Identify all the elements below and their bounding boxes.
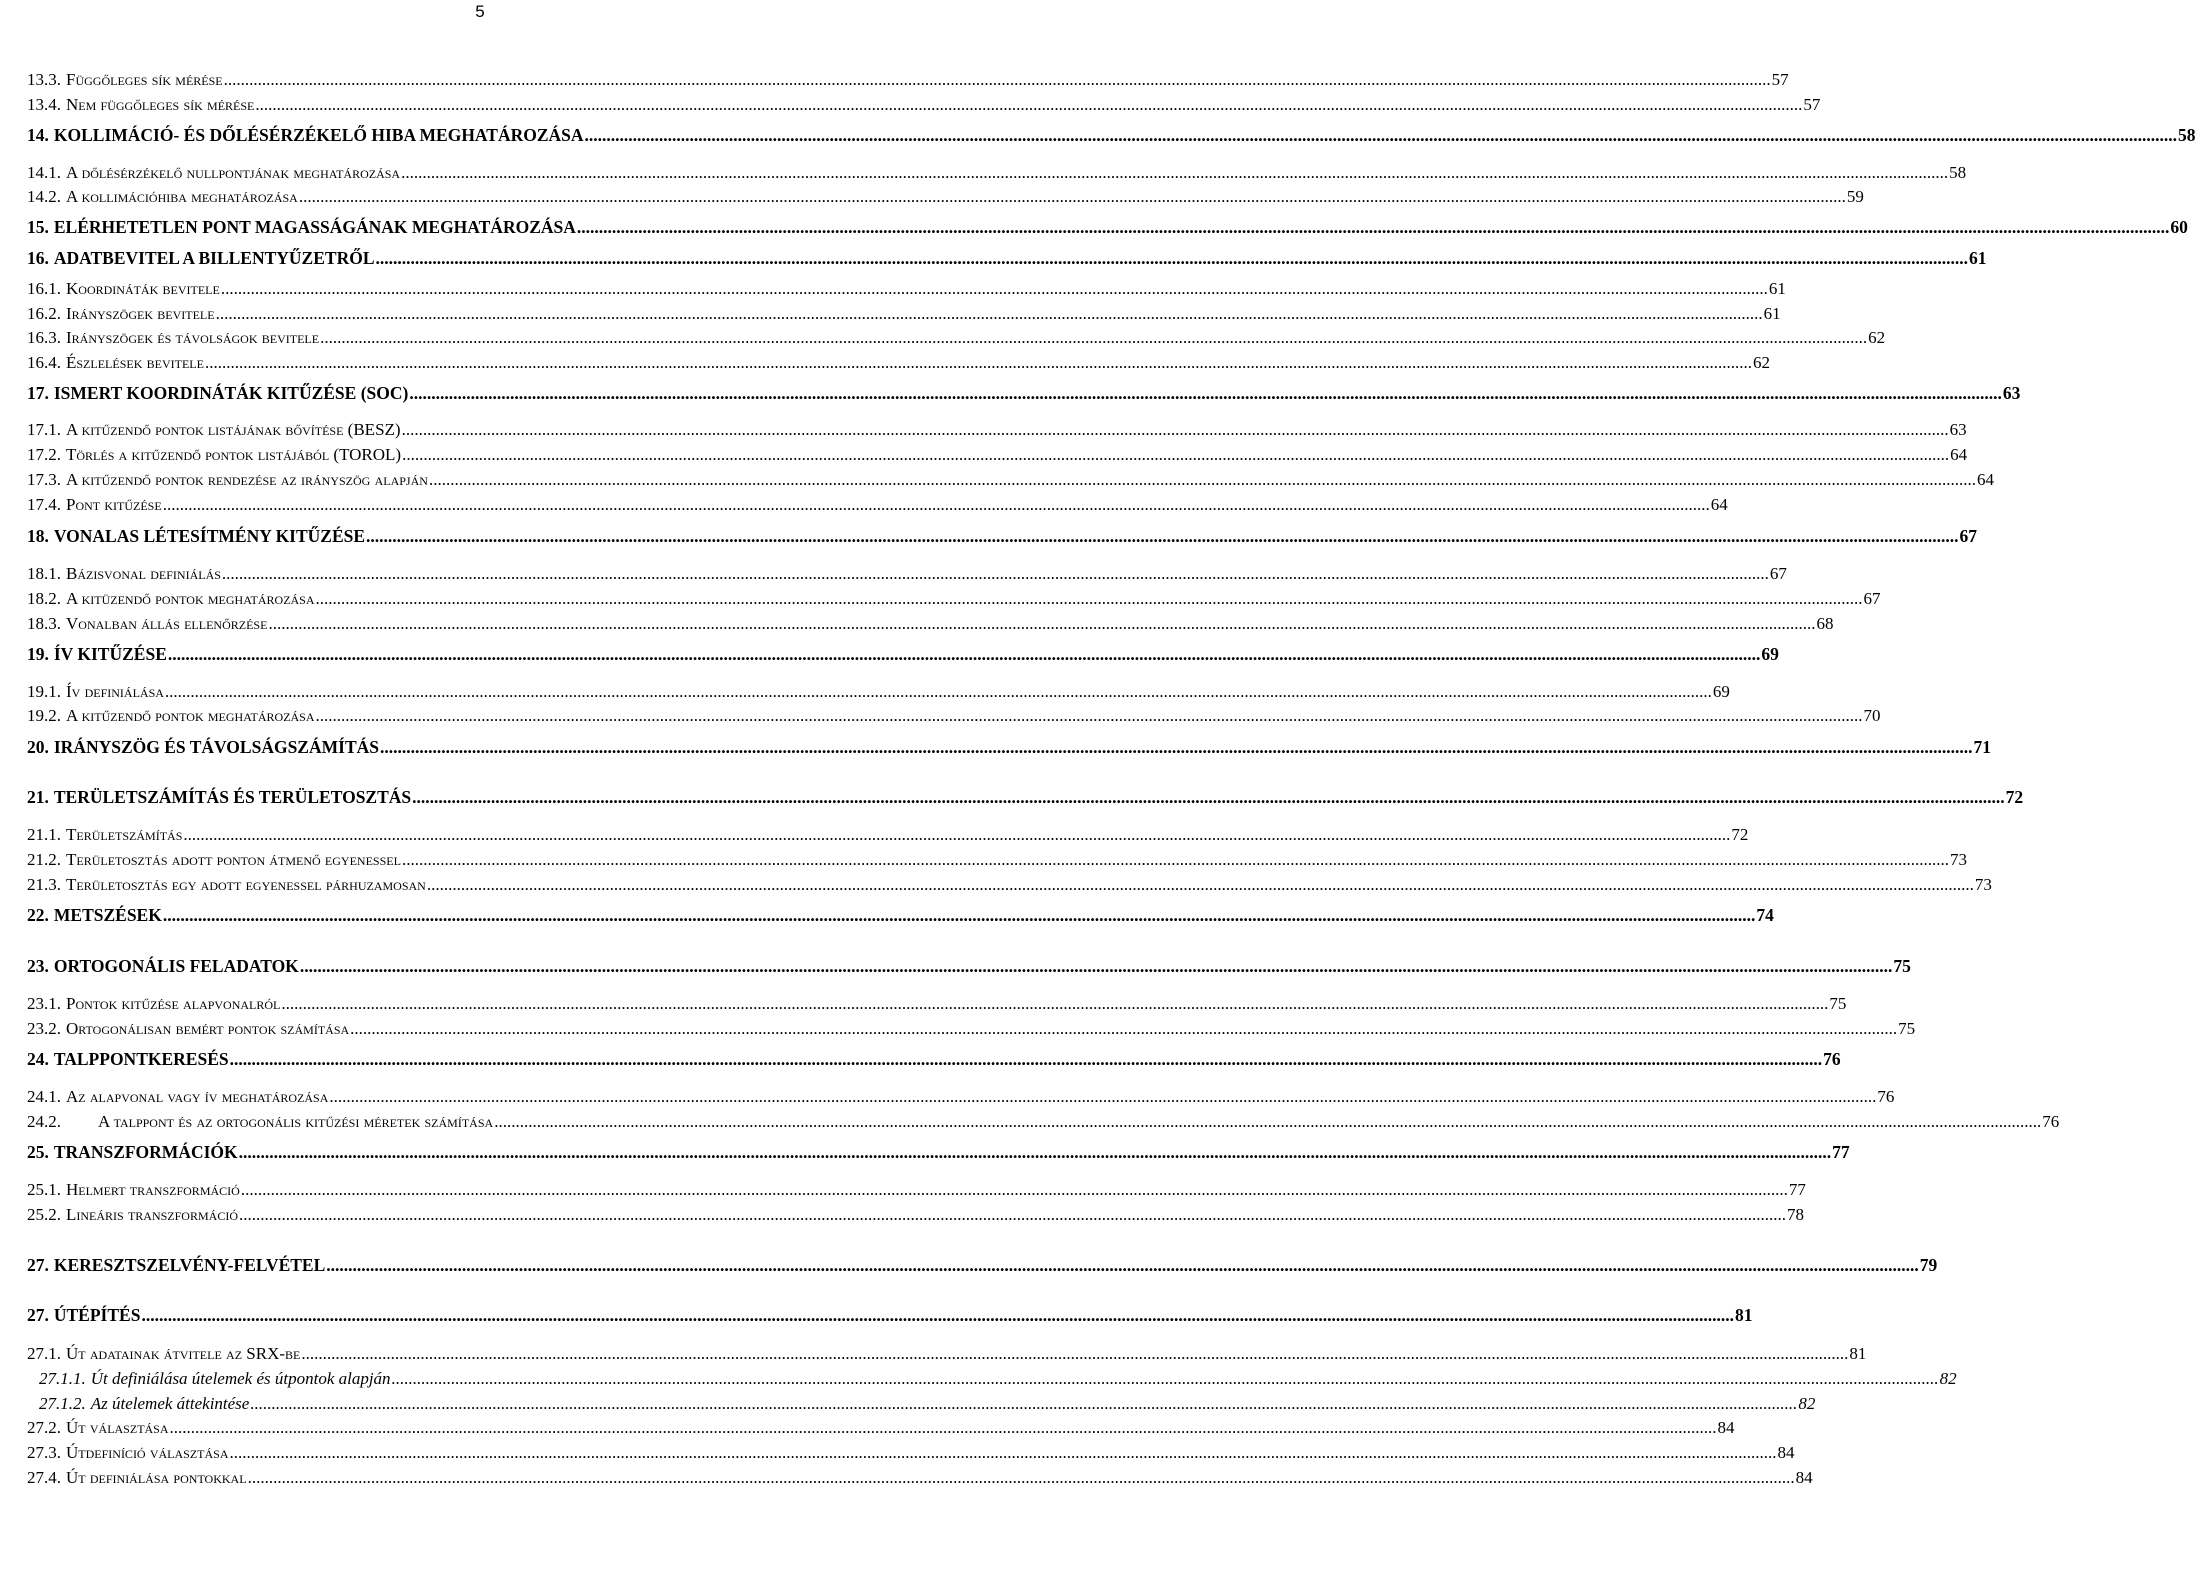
dot-leader	[230, 1047, 1823, 1071]
toc-entry-page: 72	[1731, 825, 1749, 844]
dot-leader	[366, 524, 1959, 548]
toc-entry-title: TRANSZFORMÁCIÓK	[53, 1142, 238, 1162]
toc-entry-title: Koordináták bevitele	[66, 279, 220, 298]
toc-entry[interactable]	[27, 493, 1728, 517]
toc-entry-number: 27.1.2.	[39, 1394, 86, 1413]
toc-entry-page: 62	[1752, 353, 1770, 372]
toc-entry[interactable]	[27, 1466, 1813, 1490]
toc-entry-number: 23.	[27, 956, 49, 976]
toc-entry-number: 19.1.	[27, 682, 61, 701]
toc-entry-page: 78	[1786, 1205, 1804, 1224]
dot-leader	[281, 992, 1828, 1016]
toc-entry-page: 67	[1769, 564, 1787, 583]
toc-entry[interactable]	[27, 302, 1781, 326]
toc-entry-title: Nem függőleges sík mérése	[66, 95, 255, 114]
toc-entry-title: ORTOGONÁLIS FELADATOK	[53, 956, 299, 976]
dot-leader	[429, 468, 1976, 492]
toc-entry-page: 67	[1959, 526, 1978, 546]
dot-leader	[402, 848, 1949, 872]
toc-entry[interactable]	[27, 443, 1968, 467]
toc-entry[interactable]	[27, 326, 1886, 350]
toc-entry-page: 82	[1798, 1394, 1816, 1413]
toc-entry-title: Út definiálása pontokkal	[66, 1468, 247, 1487]
toc-entry[interactable]	[27, 68, 1789, 92]
toc-entry-page: 58	[1949, 163, 1967, 182]
toc-entry-title: VONALAS LÉTESÍTMÉNY KITŰZÉSE	[53, 526, 366, 546]
toc-entry-number: 24.2.	[27, 1112, 61, 1131]
toc-entry-number: 18.1.	[27, 564, 61, 583]
dot-leader	[585, 123, 2178, 147]
toc-entry-page: 77	[1832, 1142, 1850, 1162]
toc-entry-number: 13.3.	[27, 70, 61, 89]
toc-entry-number: 27.	[27, 1305, 49, 1325]
toc-entry-number: 22.	[27, 905, 49, 925]
toc-entry-title: Út választása	[66, 1418, 169, 1437]
toc-entry-number: 17.4.	[27, 495, 61, 514]
toc-entry-title: ELÉRHETETLEN PONT MAGASSÁGÁNAK MEGHATÁROZÁSA	[53, 217, 576, 237]
toc-entry-title: KOLLIMÁCIÓ- ÉS DŐLÉSÉRZÉKELŐ HIBA MEGHATÁROZÁSA	[53, 125, 584, 145]
dot-leader	[250, 1392, 1797, 1416]
toc-entry-title: Területosztás egy adott egyenessel párhuzamosan	[66, 875, 426, 894]
dot-leader	[316, 704, 1863, 728]
dot-leader	[299, 185, 1846, 209]
toc-entry-page: 69	[1712, 682, 1730, 701]
toc-entry-number: 21.2.	[27, 850, 61, 869]
toc-entry-number: 14.1.	[27, 163, 61, 182]
toc-entry[interactable]	[27, 612, 1834, 636]
dot-leader	[376, 246, 1969, 270]
toc-entry-number: 21.3.	[27, 875, 61, 894]
toc-entry[interactable]	[27, 524, 1978, 548]
toc-entry-page: 76	[1823, 1049, 1841, 1069]
dot-leader	[163, 903, 1756, 927]
dot-leader	[300, 954, 1893, 978]
toc-entry-page: 82	[1939, 1369, 1957, 1388]
toc-entry[interactable]	[27, 903, 1774, 927]
toc-entry[interactable]	[27, 735, 1991, 759]
dot-leader	[239, 1140, 1832, 1164]
toc-entry[interactable]	[27, 1140, 1850, 1164]
toc-entry-page: 75	[1898, 1019, 1916, 1038]
dot-leader	[380, 735, 1973, 759]
toc-entry-page: 61	[1969, 248, 1987, 268]
toc-entry-title: Irányszögek bevitele	[66, 304, 215, 323]
toc-entry-title: Az alapvonal vagy ív meghatározása	[66, 1087, 329, 1106]
toc-entry-number: 27.4.	[27, 1468, 61, 1487]
toc-entry-page: 79	[1919, 1255, 1938, 1275]
toc-entry-title: Ív definiálása	[66, 682, 164, 701]
toc-entry[interactable]	[27, 1110, 2060, 1134]
toc-entry-title: ÚTÉPÍTÉS	[53, 1305, 141, 1325]
toc-entry-number: 14.2.	[27, 187, 61, 206]
toc-entry-number: 17.1.	[27, 420, 61, 439]
dot-leader	[329, 1085, 1876, 1109]
dot-leader	[402, 418, 1949, 442]
toc-entry-page: 69	[1761, 644, 1779, 664]
toc-entry-title: IRÁNYSZÖG ÉS TÁVOLSÁGSZÁMÍTÁS	[53, 737, 379, 757]
toc-entry-page: 71	[1973, 737, 1991, 757]
toc-entry-number: 16.1.	[27, 279, 61, 298]
toc-entry-number: 23.2.	[27, 1019, 61, 1038]
toc-entry[interactable]	[27, 1342, 1867, 1366]
dot-leader	[165, 680, 1712, 704]
toc-entry[interactable]	[27, 873, 1992, 897]
toc-entry-title: A talppont és az ortogonális kitűzési méretek számítása	[98, 1112, 494, 1131]
toc-entry-page: 70	[1863, 706, 1881, 725]
toc-entry-title: ÍV KITŰZÉSE	[53, 644, 167, 664]
toc-entry-page: 76	[1877, 1087, 1895, 1106]
toc-entry-title: Ortogonálisan bemért pontok számítása	[66, 1019, 350, 1038]
toc-entry-title: A kitűzendő pontok listájának bővítése (BESZ)	[66, 420, 401, 439]
toc-entry-page: 62	[1868, 328, 1886, 347]
toc-entry-page: 81	[1734, 1305, 1753, 1325]
toc-entry[interactable]	[27, 992, 1847, 1016]
toc-entry-number: 18.3.	[27, 614, 61, 633]
toc-entry[interactable]	[27, 562, 1787, 586]
toc-entry[interactable]	[27, 1253, 1938, 1277]
dot-leader	[141, 1303, 1734, 1327]
toc-entry-number: 20.	[27, 737, 49, 757]
toc-entry-page: 73	[1974, 875, 1992, 894]
toc-entry-number: 17.	[27, 383, 49, 403]
toc-entry-page: 75	[1829, 994, 1847, 1013]
toc-entry-number: 27.1.1.	[39, 1369, 86, 1388]
dot-leader	[239, 1203, 1786, 1227]
toc-entry-page: 63	[2002, 383, 2021, 403]
toc-entry-number: 21.	[27, 787, 49, 807]
toc-entry[interactable]	[27, 680, 1730, 704]
toc-entry-page: 60	[2170, 217, 2188, 237]
dot-leader	[168, 642, 1761, 666]
dot-leader	[222, 562, 1769, 586]
dot-leader	[301, 1342, 1848, 1366]
toc-entry-title: TALPPONTKERESÉS	[53, 1049, 229, 1069]
dot-leader	[350, 1017, 1897, 1041]
toc-entry-page: 67	[1863, 589, 1881, 608]
toc-entry-title: Irányszögek és távolságok bevitele	[66, 328, 320, 347]
page-number: 5	[475, 2, 485, 21]
dot-leader	[241, 1178, 1788, 1202]
dot-leader	[316, 587, 1863, 611]
dot-leader	[248, 1466, 1795, 1490]
toc-entry[interactable]	[27, 1367, 1957, 1391]
toc-entry-title: A kitűzendő pontok rendezése az irányszög alapján	[66, 470, 428, 489]
toc-entry-title: A dőlésérzékelő nullpontjának meghatározása	[66, 163, 401, 182]
toc-entry-title: Út definiálása útelemek és útpontok alapján	[90, 1369, 391, 1388]
toc-entry-number: 23.1.	[27, 994, 61, 1013]
dot-leader	[170, 1416, 1717, 1440]
toc-entry-page: 76	[2042, 1112, 2060, 1131]
toc-entry-title: Függőleges sík mérése	[66, 70, 223, 89]
toc-entry[interactable]	[27, 277, 1786, 301]
toc-entry-number: 13.4.	[27, 95, 61, 114]
toc-entry-title: ADATBEVITEL A BILLENTYŰZETRŐL	[53, 248, 375, 268]
toc-entry-number: 18.	[27, 526, 49, 546]
toc-entry-page: 75	[1893, 956, 1911, 976]
dot-leader	[224, 68, 1771, 92]
toc-entry[interactable]	[27, 785, 2024, 809]
toc-entry[interactable]	[27, 848, 1967, 872]
toc-entry-number: 25.1.	[27, 1180, 61, 1199]
dot-leader	[205, 351, 1752, 375]
toc-entry[interactable]	[27, 161, 1967, 185]
toc-entry-number: 16.	[27, 248, 49, 268]
toc-entry-title: A kollimációhiba meghatározása	[66, 187, 298, 206]
toc-entry-title: Az útelemek áttekintése	[90, 1394, 250, 1413]
toc-entry-number: 24.	[27, 1049, 49, 1069]
dot-leader	[221, 277, 1768, 301]
toc-entry-title: Észlelések bevitele	[66, 353, 204, 372]
toc-entry-page: 73	[1949, 850, 1967, 869]
toc-entry-page: 84	[1717, 1418, 1735, 1437]
toc-entry-page: 72	[2005, 787, 2024, 807]
toc-entry[interactable]	[27, 351, 1770, 375]
toc-entry-page: 84	[1777, 1443, 1795, 1462]
dot-leader	[268, 612, 1815, 636]
toc-entry-title: Bázisvonal definiálás	[66, 564, 221, 583]
dot-leader	[577, 215, 2170, 239]
dot-leader	[409, 381, 2002, 405]
toc-entry-page: 57	[1771, 70, 1789, 89]
toc-entry-page: 77	[1788, 1180, 1806, 1199]
toc-entry[interactable]	[27, 1017, 1916, 1041]
toc-entry[interactable]	[27, 823, 1749, 847]
dot-leader	[216, 302, 1763, 326]
toc-entry-number: 27.1.	[27, 1344, 61, 1363]
toc-entry[interactable]	[27, 1085, 1895, 1109]
toc-entry[interactable]	[27, 185, 1864, 209]
dot-leader	[255, 93, 1802, 117]
dot-leader	[401, 161, 1948, 185]
toc-entry-page: 58	[2178, 125, 2196, 145]
toc-entry-page: 64	[1710, 495, 1728, 514]
toc-entry-title: Helmert transzformáció	[66, 1180, 240, 1199]
toc-entry-number: 18.2.	[27, 589, 61, 608]
toc-entry-title: Pont kitűzése	[66, 495, 162, 514]
toc-entry-page: 59	[1846, 187, 1864, 206]
toc-entry-title: Lineáris transzformáció	[66, 1205, 238, 1224]
toc-entry-page: 81	[1849, 1344, 1867, 1363]
toc-entry-title: TERÜLETSZÁMÍTÁS ÉS TERÜLETOSZTÁS	[53, 787, 412, 807]
toc-entry-page: 84	[1795, 1468, 1813, 1487]
toc-entry[interactable]	[27, 1303, 1753, 1327]
dot-leader	[402, 443, 1949, 467]
toc-entry-number: 15.	[27, 217, 49, 237]
toc-entry-page: 61	[1768, 279, 1786, 298]
dot-leader	[392, 1367, 1939, 1391]
dot-leader	[320, 326, 1867, 350]
toc-entry[interactable]	[27, 215, 2188, 239]
toc-entry-title: A kitűzendő pontok meghatározása	[66, 706, 315, 725]
toc-entry-title: Útdefiníció választása	[66, 1443, 229, 1462]
toc-entry[interactable]	[27, 1178, 1806, 1202]
toc-entry-title: A kitüzendő pontok meghatározása	[66, 589, 315, 608]
toc-entry[interactable]	[27, 93, 1821, 117]
toc-entry-number: 17.3.	[27, 470, 61, 489]
toc-entry-number: 25.2.	[27, 1205, 61, 1224]
toc-entry-title: KERESZTSZELVÉNY-FELVÉTEL	[53, 1255, 326, 1275]
toc-entry-number: 27.3.	[27, 1443, 61, 1462]
toc-entry-title: ISMERT KOORDINÁTÁK KITŰZÉSE (SOC)	[53, 383, 409, 403]
toc-entry-number: 19.2.	[27, 706, 61, 725]
toc-entry-title: Területszámítás	[66, 825, 183, 844]
toc-entry-page: 68	[1816, 614, 1834, 633]
toc-entry-page: 61	[1763, 304, 1781, 323]
toc-entry-title: Vonalban állás ellenőrzése	[66, 614, 268, 633]
toc-entry[interactable]	[27, 642, 1779, 666]
toc-entry[interactable]	[27, 1203, 1804, 1227]
toc-entry[interactable]	[27, 468, 1994, 492]
toc-entry-title: Út adatainak átvitele az SRX-be	[66, 1344, 301, 1363]
toc-entry-title: Területosztás adott ponton átmenő egyenessel	[66, 850, 401, 869]
dot-leader	[326, 1253, 1919, 1277]
toc-entry-page: 64	[1950, 445, 1968, 464]
toc-entry-number: 27.2.	[27, 1418, 61, 1437]
toc-entry-title: METSZÉSEK	[53, 905, 162, 925]
toc-entry[interactable]	[27, 954, 1911, 978]
toc-entry[interactable]	[27, 418, 1967, 442]
toc-entry[interactable]	[27, 587, 1881, 611]
toc-entry-number: 24.1.	[27, 1087, 61, 1106]
toc-entry-number: 17.2.	[27, 445, 61, 464]
toc-entry-number: 21.1.	[27, 825, 61, 844]
dot-leader	[163, 493, 1710, 517]
toc-entry[interactable]	[27, 123, 2196, 147]
toc-entry-number: 27.	[27, 1255, 49, 1275]
toc-entry-number: 16.2.	[27, 304, 61, 323]
toc-entry[interactable]	[27, 704, 1881, 728]
toc-entry-number: 16.3.	[27, 328, 61, 347]
toc-entry-number: 19.	[27, 644, 49, 664]
toc-entry[interactable]	[27, 1416, 1735, 1440]
toc-entry-number: 16.4.	[27, 353, 61, 372]
toc-entry[interactable]	[27, 1392, 1816, 1416]
toc-entry-page: 57	[1803, 95, 1821, 114]
toc-entry-number: 25.	[27, 1142, 49, 1162]
dot-leader	[183, 823, 1730, 847]
toc-entry[interactable]	[27, 1441, 1795, 1465]
toc-entry[interactable]	[27, 1047, 1841, 1071]
dot-leader	[412, 785, 2005, 809]
dot-leader	[494, 1110, 2041, 1134]
toc-entry-title: Pontok kitűzése alapvonalról	[66, 994, 281, 1013]
toc-entry[interactable]	[27, 246, 1987, 270]
toc-entry-page: 64	[1976, 470, 1994, 489]
toc-entry-number: 14.	[27, 125, 49, 145]
dot-leader	[230, 1441, 1777, 1465]
toc-entry-page: 63	[1949, 420, 1967, 439]
dot-leader	[427, 873, 1974, 897]
toc-entry-page: 74	[1756, 905, 1774, 925]
toc-entry[interactable]	[27, 381, 2021, 405]
toc-entry-title: Törlés a kitűzendő pontok listájából (TOROL)	[66, 445, 402, 464]
